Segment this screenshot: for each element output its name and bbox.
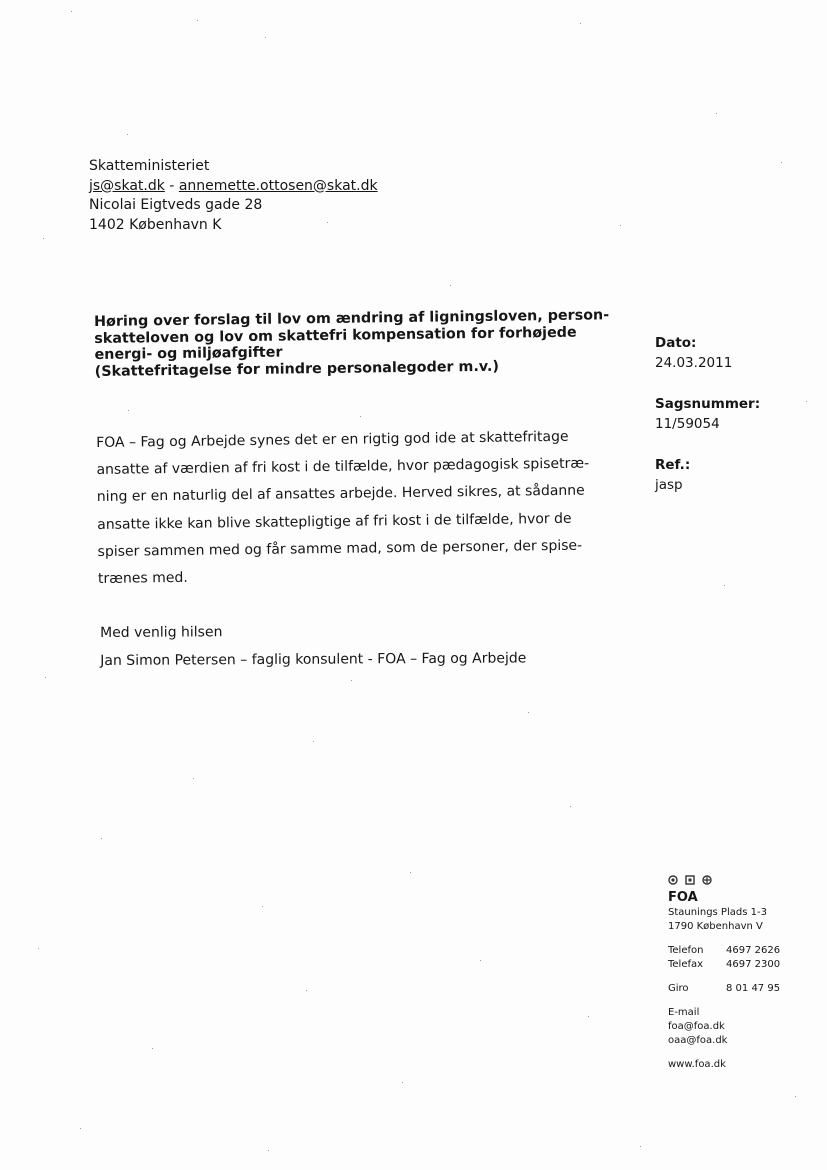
giro-value: 8 01 47 95 (726, 983, 781, 994)
scan-speck (410, 872, 411, 873)
reference-label: Ref.: (655, 457, 691, 473)
scan-speck (640, 1146, 641, 1147)
scan-speck (450, 285, 451, 286)
scan-speck (724, 585, 725, 586)
scan-speck (193, 778, 194, 779)
phone-value: 4697 2626 (726, 945, 781, 956)
recipient-street: Nicolai Eigtveds gade 28 (89, 197, 263, 213)
date-value: 24.03.2011 (655, 355, 733, 371)
letter-subject (94, 307, 610, 380)
giro-label: Giro (668, 983, 689, 994)
fax-value: 4697 2300 (726, 959, 781, 970)
scan-speck (588, 1016, 589, 1017)
organization-postal: 1790 København V (668, 921, 763, 932)
recipient-postal: 1402 København K (89, 216, 222, 233)
phone-label: Telefon (668, 945, 704, 956)
organization-website[interactable]: www.foa.dk (668, 1059, 726, 1070)
case-number-label: Sagsnummer: (655, 396, 761, 412)
organization-name: FOA (668, 890, 698, 905)
case-number-block (655, 396, 760, 432)
scan-speck (360, 416, 361, 417)
email-label: E-mail (668, 1007, 700, 1018)
logo-mark-icon (702, 875, 712, 885)
recipient-name: Skatteministeriet (89, 158, 210, 174)
scan-speck (152, 1048, 153, 1049)
recipient-email-link[interactable]: annemette.ottosen@skat.dk (178, 177, 378, 194)
scan-speck (580, 23, 581, 24)
date-block (655, 335, 732, 371)
closing-greeting: Med venlig hilsen (100, 624, 223, 641)
scan-speck (197, 20, 198, 21)
fax-label: Telefax (668, 959, 704, 970)
scan-speck (795, 1096, 796, 1097)
scan-speck (480, 960, 481, 961)
logo-mark-icon (685, 875, 695, 885)
reference-value: jasp (655, 477, 683, 493)
organization-email[interactable]: oaa@foa.dk (668, 1035, 728, 1046)
scan-speck (71, 11, 72, 12)
subject-line: Høring over forslag til lov om ændring af ligningsloven, person- (94, 307, 610, 330)
scan-speck (620, 225, 621, 226)
scan-speck (781, 162, 782, 163)
recipient-emails (89, 177, 378, 197)
scan-speck (80, 1128, 81, 1129)
organization-contact-block (668, 874, 780, 1072)
scan-speck (528, 712, 529, 713)
scan-speck (570, 806, 571, 807)
body-line: ansatte ikke kan blive skattepligtige af fri kost i de tilfælde, hvor de (97, 510, 572, 533)
body-line: spiser sammen med og får samme mad, som de personer, der spise- (97, 537, 583, 560)
scan-speck (351, 680, 352, 681)
giro-row (668, 982, 780, 996)
date-label: Dato: (655, 335, 697, 351)
letter-closing (100, 616, 526, 675)
scan-speck (38, 948, 39, 949)
subject-line: skatteloven og lov om skattefri kompensation for forhøjede (94, 324, 577, 347)
foa-logo-icon (668, 874, 780, 888)
body-line: ansatte af værdien af fri kost i de tilfælde, hvor pædagogisk spisetræ- (96, 455, 590, 479)
email-separator: - (164, 177, 179, 194)
closing-signature: Jan Simon Petersen – faglig konsulent - FOA – Fag og Arbejde (100, 650, 527, 669)
subject-line: energi- og miljøafgifter (94, 344, 283, 363)
letter-body (96, 423, 598, 593)
scan-speck (716, 113, 717, 114)
recipient-email-link[interactable]: js@skat.dk (89, 177, 165, 194)
scan-speck (268, 1150, 269, 1151)
reference-block (655, 457, 690, 493)
scan-speck (262, 906, 263, 907)
scan-speck (402, 1082, 403, 1083)
logo-mark-icon (668, 875, 678, 885)
scan-speck (128, 410, 129, 411)
scan-speck (101, 838, 102, 839)
fax-row (668, 958, 780, 972)
scan-speck (265, 37, 266, 38)
organization-email[interactable]: foa@foa.dk (668, 1021, 725, 1032)
body-line: trænes med. (97, 569, 188, 588)
scan-speck (45, 677, 46, 678)
body-line: FOA – Fag og Arbejde synes det er en rigtig god ide at skattefritage (96, 428, 569, 451)
scan-speck (43, 238, 44, 239)
case-number-value: 11/59054 (655, 416, 720, 432)
scan-speck (306, 990, 307, 991)
organization-street: Staunings Plads 1-3 (668, 907, 767, 918)
phone-row (668, 944, 780, 958)
subject-line: (Skattefritagelse for mindre personalegoder m.v.) (94, 358, 500, 380)
recipient-address (89, 157, 378, 235)
scan-speck (313, 741, 314, 742)
scan-speck (806, 401, 807, 402)
body-line: ning er en naturlig del af ansattes arbejde. Herved sikres, at sådanne (96, 483, 585, 506)
scan-speck (127, 134, 128, 135)
